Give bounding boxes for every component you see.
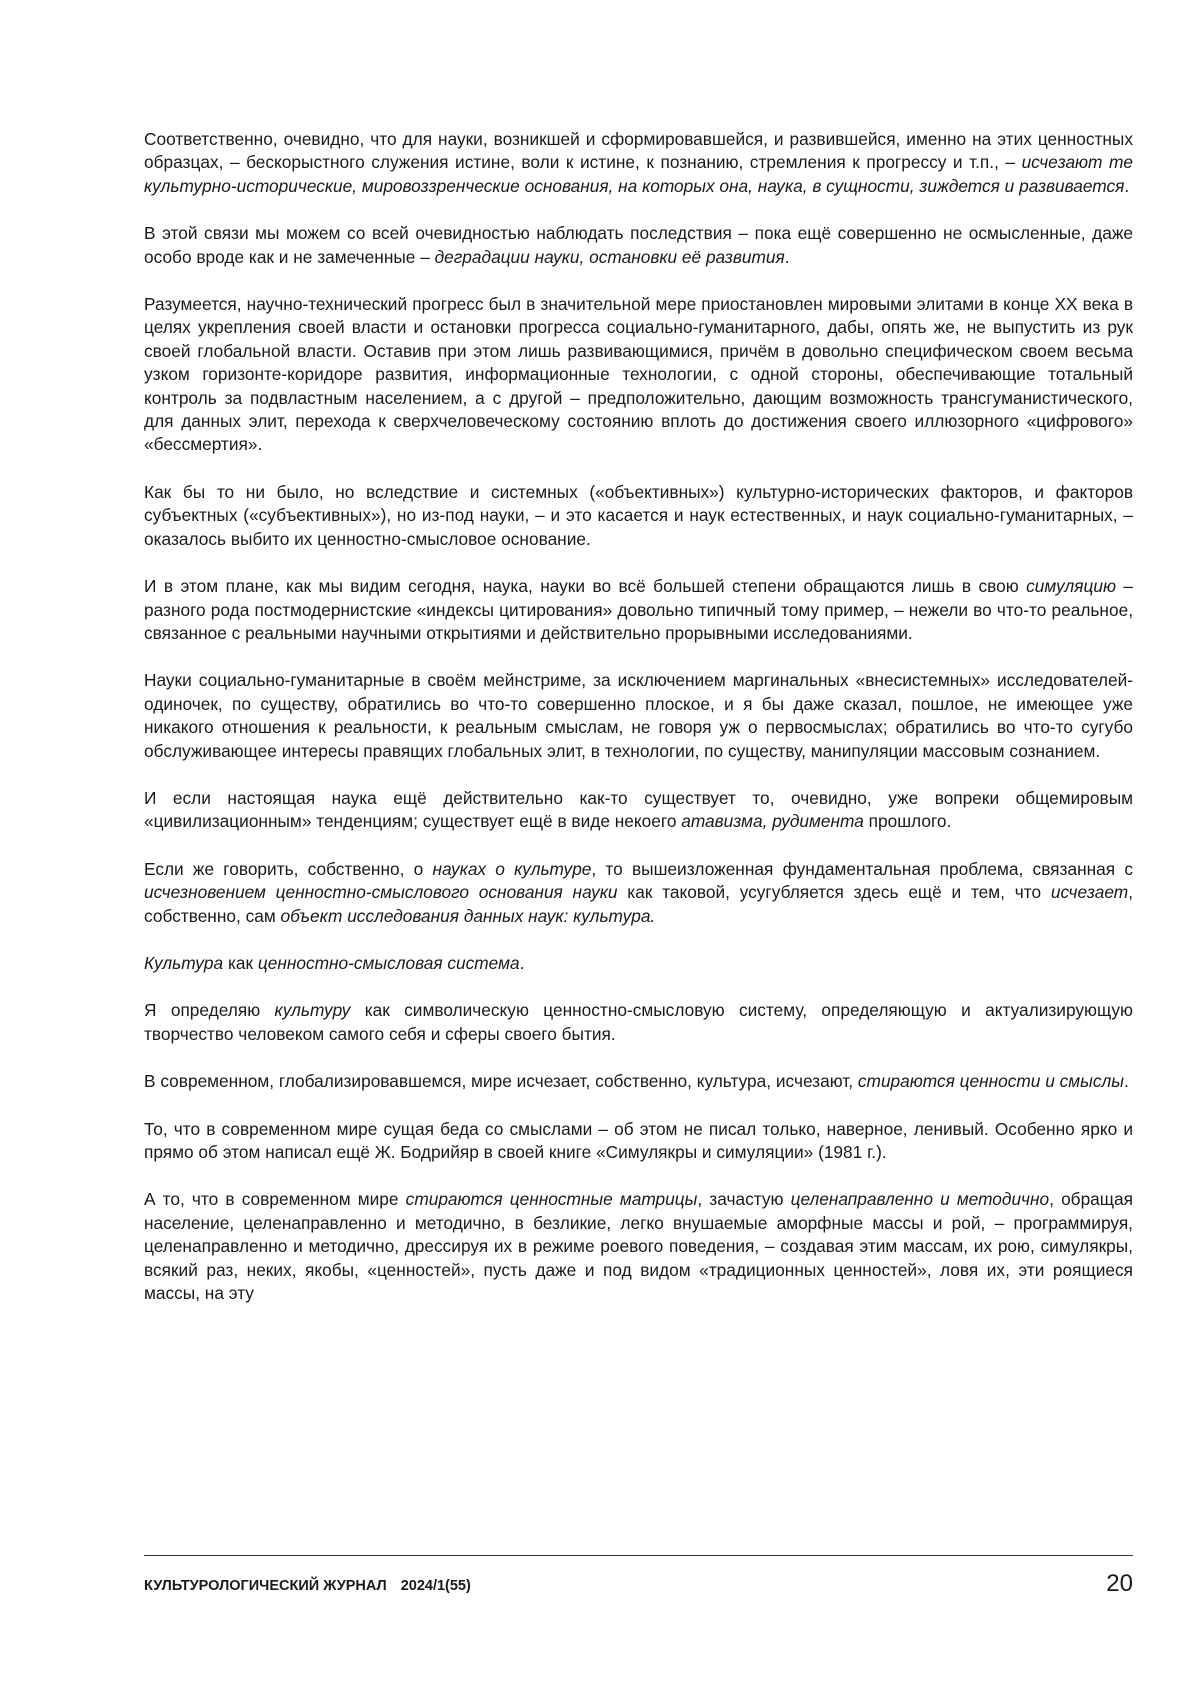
paragraph-12 bbox=[144, 1118, 1133, 1165]
italic-segment: науках о культуре bbox=[432, 858, 592, 879]
italic-segment: культуру bbox=[274, 1000, 351, 1021]
italic-segment: исчезают те культурно-исторические, мировоззренческие основания, на которых она, наука, в сущности, зиждется и развивается bbox=[144, 152, 1133, 196]
italic-segment: деградации науки, остановки её развития bbox=[434, 246, 785, 267]
footer-divider bbox=[144, 1555, 1133, 1556]
italic-segment: ценностно-смысловая система bbox=[257, 952, 520, 973]
italic-segment: стираются ценности и смыслы bbox=[857, 1071, 1124, 1092]
italic-segment: Культура bbox=[144, 952, 224, 973]
paragraph-13 bbox=[144, 1188, 1133, 1305]
text-segment: , собственно, сам bbox=[144, 882, 1133, 926]
text-segment: как символическую ценностно-смысловую систему, определяющую и актуализирующую творчество человеком самого себя и сферы своего бытия. bbox=[144, 1000, 1133, 1044]
paragraph-7 bbox=[144, 787, 1133, 834]
italic-segment: целенаправленно и методично bbox=[790, 1189, 1050, 1210]
paragraph-8 bbox=[144, 858, 1133, 928]
text-segment: . bbox=[519, 952, 525, 973]
text-segment: как таковой, усугубляется здесь ещё и тем, что bbox=[617, 882, 1051, 903]
text-segment: То, что в современном мире сущая беда со смыслами – об этом не писал только, наверное, ленивый. Особенно ярко и прямо об этом написал ещё Ж. Бодрийяр в своей книге «Симулякры и симуляции» (1981 г.). bbox=[144, 1118, 1133, 1162]
journal-issue: 2024/1(55) bbox=[400, 1578, 471, 1594]
paragraph-11 bbox=[144, 1070, 1133, 1093]
paragraph-3 bbox=[144, 293, 1133, 457]
paragraph-1 bbox=[144, 128, 1133, 198]
text-segment: . bbox=[1124, 175, 1130, 196]
text-segment: – разного рода постмодернистские «индексы цитирования» довольно типичный тому пример, – нежели во что-то реальное, связанное с реальными научными открытиями и действительно прорывными исследованиями. bbox=[144, 576, 1134, 643]
text-segment: , то вышеизложенная фундаментальная проблема, связанная с bbox=[591, 858, 1133, 879]
text-segment: Соответственно, очевидно, что для науки, возникшей и сформировавшейся, и развившейся, именно на этих ценностных образцах, – бескорыстного служения истине, воли к истине, к познанию, стремления к прогрессу и т.п., – bbox=[144, 129, 1133, 173]
text-segment: . bbox=[784, 246, 790, 267]
text-segment: , обращая население, целенаправленно и методично, в безликие, легко внушаемые аморфные массы и рой, – программируя, целенаправленно и методично, дрессируя их в режиме роевого поведения, – создавая этим массам, их рою, симулякры, всякий раз, неких, якобы, «ценностей», пусть даже и под видом «традиционных ценностей», ловя их, эти роящиеся массы, на эту bbox=[144, 1189, 1133, 1304]
text-segment: Как бы то ни было, но вследствие и системных («объективных») культурно-исторических факторов, и факторов субъектных («субъективных»), но из-под науки, – и это касается и наук естественных, и наук социально-гуманитарных, – оказалось выбито их ценностно-смысловое основание. bbox=[144, 481, 1133, 549]
text-segment: , зачастую bbox=[697, 1189, 791, 1210]
text-segment: Если же говорить, собственно, о bbox=[144, 858, 433, 879]
text-segment: . bbox=[1123, 1071, 1129, 1092]
paragraph-2 bbox=[144, 222, 1133, 269]
text-segment: как bbox=[223, 952, 258, 973]
text-segment: Разумеется, научно-технический прогресс был в значительной мере приостановлен мировыми элитами в конце ХХ века в целях укрепления своей власти и остановки прогресса социально-гуманитарного, дабы, опять же, не выпустить из рук своей глобальной власти. Оставив при этом лишь развивающимися, причём в довольно специфическом своем весьма узком горизонте-коридоре развития, информационные технологии, с одной стороны, обеспечивающие тотальный контроль за подвластным населением, а с другой – предположительно, дающим возможность трансгуманистического, для данных элит, перехода к сверхчеловеческому состоянию вплоть до достижения своего иллюзорного «цифрового» «бессмертия». bbox=[144, 294, 1133, 455]
journal-title: КУЛЬТУРОЛОГИЧЕСКИЙ ЖУРНАЛ bbox=[144, 1578, 387, 1594]
text-segment: Я определяю bbox=[144, 1000, 275, 1021]
paragraph-10 bbox=[144, 999, 1133, 1046]
italic-segment: стираются ценностные матрицы bbox=[405, 1189, 698, 1210]
page-footer bbox=[144, 1560, 1133, 1600]
text-segment: В современном, глобализировавшемся, мире исчезает, собственно, культура, исчезают, bbox=[144, 1071, 858, 1092]
paragraph-9 bbox=[144, 952, 1133, 975]
paragraph-6 bbox=[144, 669, 1133, 763]
text-segment: И в этом плане, как мы видим сегодня, наука, науки во всё большей степени обращаются лишь в свою bbox=[144, 576, 1027, 597]
page-number: 20 bbox=[1106, 1570, 1133, 1597]
italic-segment: исчезновением ценностно-смыслового основания науки bbox=[144, 882, 618, 903]
italic-segment: симуляцию bbox=[1026, 576, 1116, 597]
text-segment: прошлого. bbox=[863, 811, 952, 832]
italic-segment: исчезает bbox=[1050, 882, 1129, 903]
text-segment: А то, что в современном мире bbox=[144, 1189, 406, 1210]
text-segment: Науки социально-гуманитарные в своём мейнстриме, за исключением маргинальных «внесистемных» исследователей-одиночек, по существу, обратились во что-то совершенно плоское, и я бы даже сказал, пошлое, не имеющее уже никакого отношения к реальности, к реальным смыслам, не говоря уж о первосмыслах; обратились во что-то сугубо обслуживающее интересы правящих глобальных элит, в технологии, по существу, манипуляции массовым сознанием. bbox=[144, 670, 1133, 761]
italic-segment: атавизма, рудимента bbox=[681, 811, 864, 832]
article-body bbox=[144, 128, 1133, 1305]
paragraph-4 bbox=[144, 481, 1133, 551]
text-segment: И если настоящая наука ещё действительно как-то существует то, очевидно, уже вопреки общемировым «цивилизационным» тенденциям; существует ещё в виде некоего bbox=[144, 787, 1133, 832]
paragraph-5 bbox=[144, 575, 1133, 645]
italic-segment: объект исследования данных наук: культура. bbox=[280, 905, 656, 926]
text-segment: В этой связи мы можем со всей очевидностью наблюдать последствия – пока ещё совершенно не осмысленные, даже особо вроде как и не замеченные – bbox=[144, 223, 1133, 267]
journal-info bbox=[144, 1578, 471, 1594]
